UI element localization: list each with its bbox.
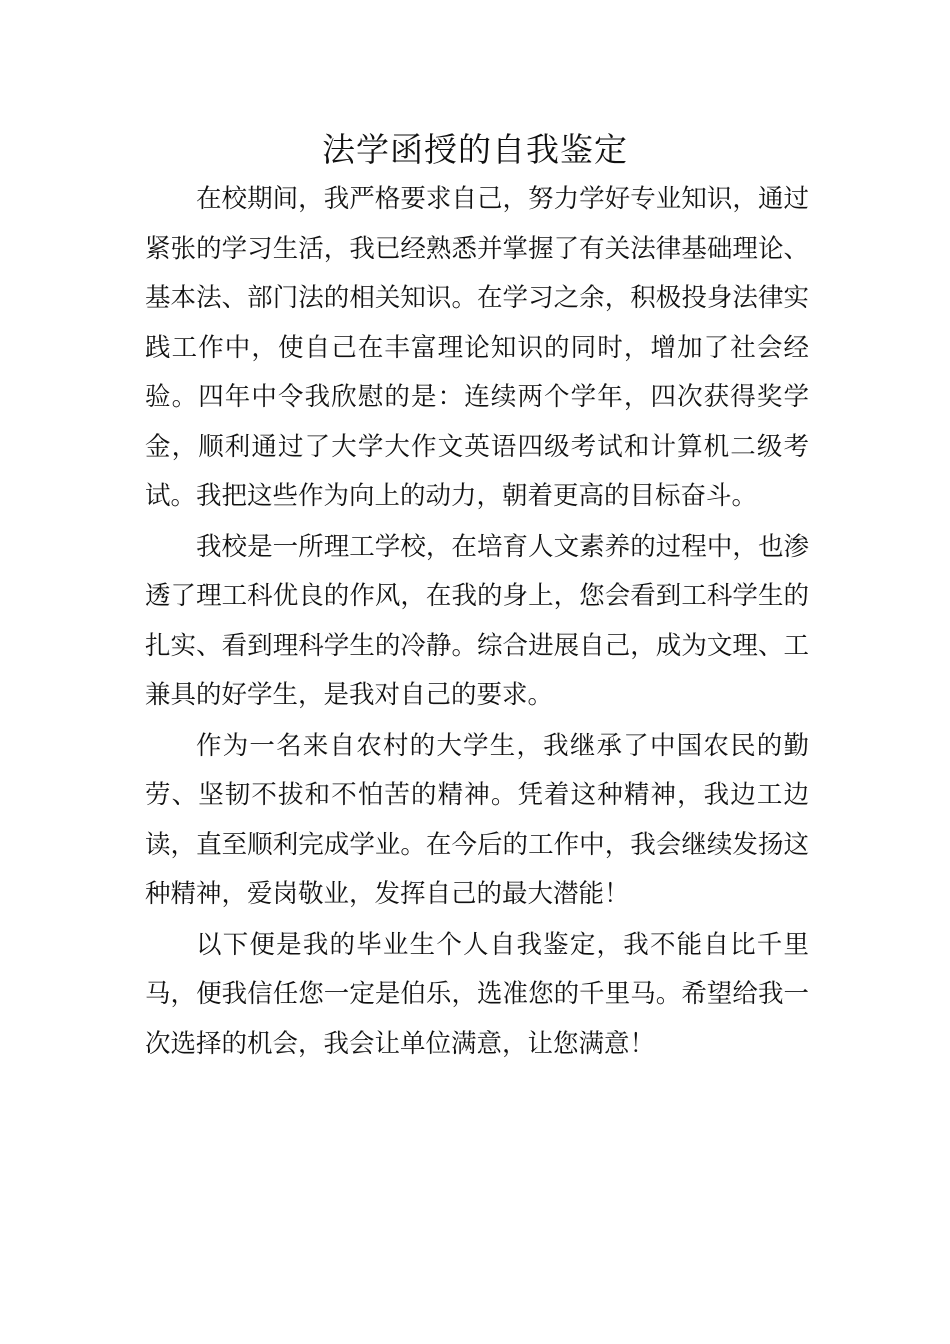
paragraph-3: 作为一名来自农村的大学生，我继承了中国农民的勤劳、坚韧不拔和不怕苦的精神。凭着这种精神，我边工边读，直至顺利完成学业。在今后的工作中，我会继续发扬这种精神，爱岗敬业，发挥自己的最大潜能！ xyxy=(145,730,809,909)
paragraph-2: 我校是一所理工学校，在培育人文素养的过程中，也渗透了理工科优良的作风，在我的身上，您会看到工科学生的扎实、看到理科学生的冷静。综合进展自己，成为文理、工兼具的好学生，是我对自己的要求。 xyxy=(145,531,809,710)
paragraph-4: 以下便是我的毕业生个人自我鉴定，我不能自比千里马，便我信任您一定是伯乐，选准您的千里马。希望给我一次选择的机会，我会让单位满意，让您满意！ xyxy=(145,929,809,1059)
document-title: 法学函授的自我鉴定 xyxy=(322,130,628,169)
paragraph-1: 在校期间，我严格要求自己，努力学好专业知识，通过紧张的学习生活，我已经熟悉并掌握了有关法律基础理论、基本法、部门法的相关知识。在学习之余，积极投身法律实践工作中，使自己在丰富理论知识的同时，增加了社会经验。四年中令我欣慰的是：连续两个学年，四次获得奖学金，顺利通过了大学大作文英语四级考试和计算机二级考试。我把这些作为向上的动力，朝着更高的目标奋斗。 xyxy=(145,184,809,511)
document-body xyxy=(145,175,809,1070)
